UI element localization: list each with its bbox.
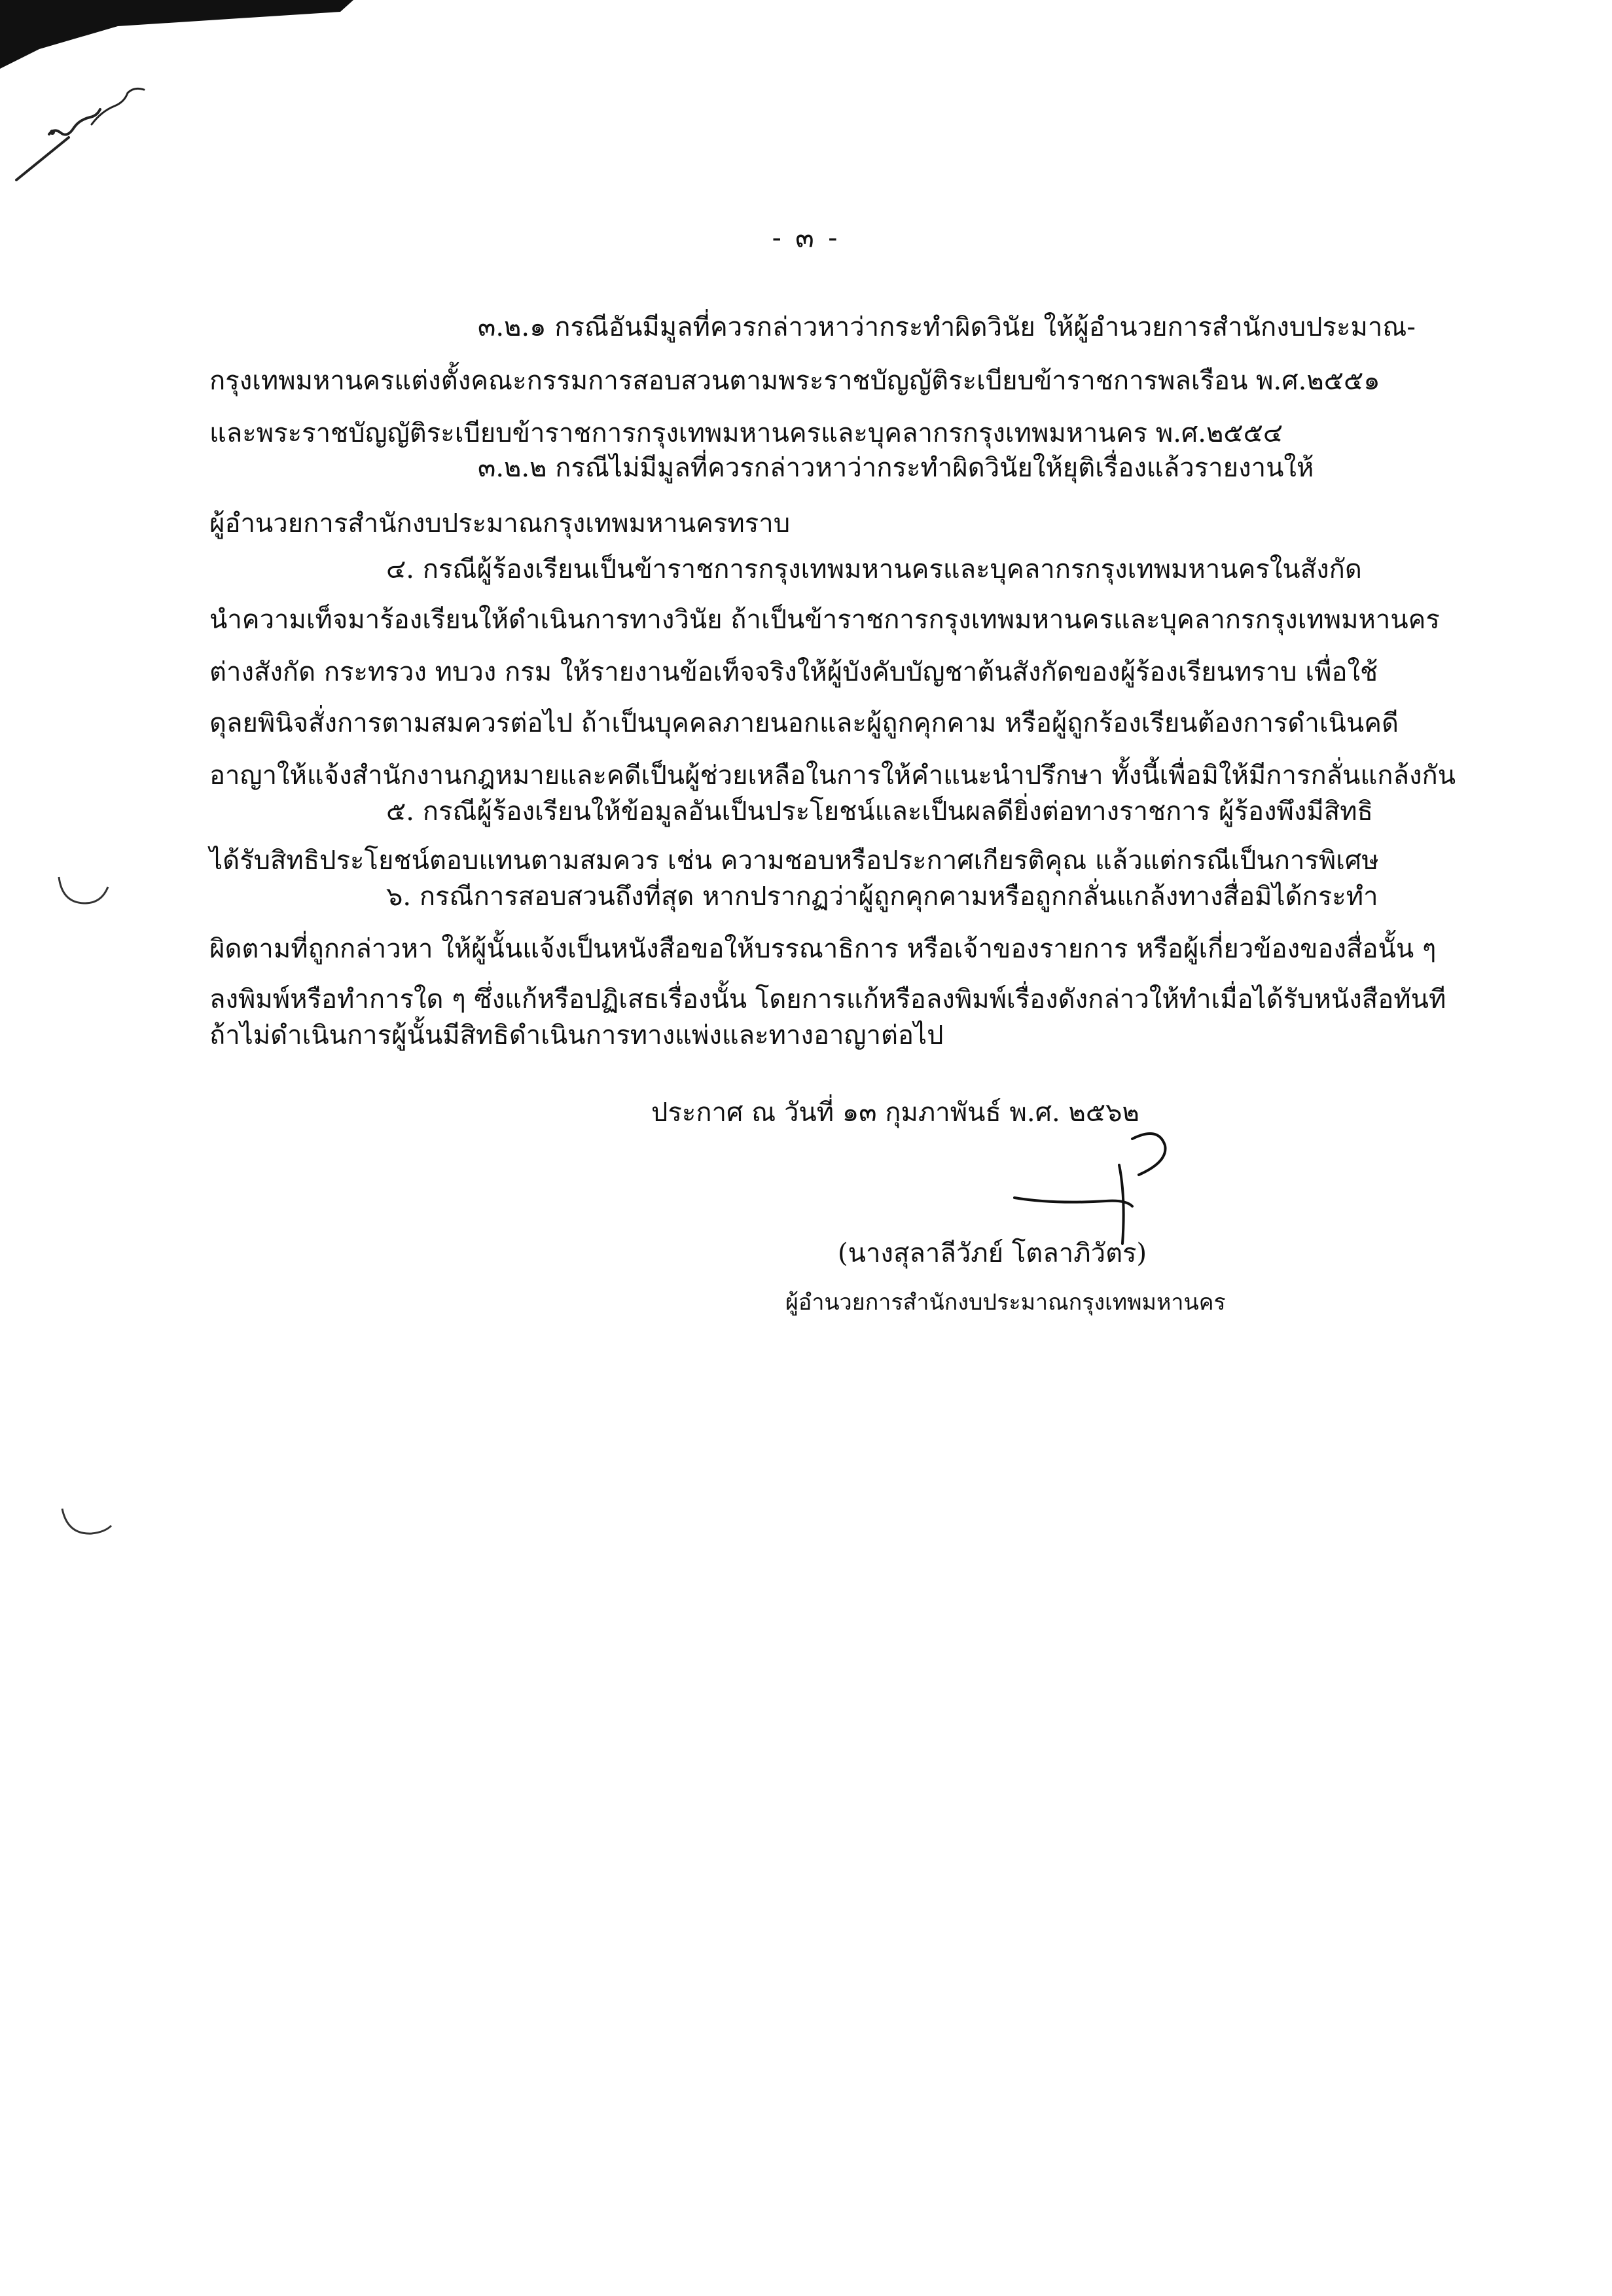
paragraph-line: ผิดตามที่ถูกกล่าวหา ให้ผู้นั้นแจ้งเป็นหนังสือขอให้บรรณาธิการ หรือเจ้าของรายการ หรือผู้เกี่ยวข้องของสื่อนั้น ๆ [209, 934, 1437, 964]
announcement-date: ประกาศ ณ วันที่ ๑๓ กุมภาพันธ์ พ.ศ. ๒๕๖๒ [651, 1098, 1139, 1128]
handwritten-mark [7, 59, 164, 190]
signatory-name: (นางสุลาลีวัภย์ โตลาภิวัตร) [838, 1238, 1147, 1268]
paragraph-line: อาญาให้แจ้งสำนักงานกฎหมายและคดีเป็นผู้ช่วยเหลือในการให้คำแนะนำปรึกษา ทั้งนี้เพื่อมิให้มีการกลั่นแกล้งกัน [209, 761, 1456, 791]
paragraph-line: กรุงเทพมหานครแต่งตั้งคณะกรรมการสอบสวนตามพระราชบัญญัติระเบียบข้าราชการพลเรือน พ.ศ.๒๕๕๑ [209, 366, 1380, 396]
page-number: - ๓ - [772, 221, 840, 253]
paragraph-line: ๕. กรณีผู้ร้องเรียนให้ข้อมูลอันเป็นประโยชน์และเป็นผลดียิ่งต่อทางราชการ ผู้ร้องพึงมีสิทธิ [386, 797, 1373, 827]
signatory-title: ผู้อำนวยการสำนักงบประมาณกรุงเทพมหานคร [785, 1289, 1226, 1316]
punch-hole-mark [56, 1499, 115, 1551]
paragraph-line: ดุลยพินิจสั่งการตามสมควรต่อไป ถ้าเป็นบุคคลภายนอกและผู้ถูกคุกคาม หรือผู้ถูกร้องเรียนต้องการดำเนินคดี [209, 708, 1399, 738]
paragraph-line: นำความเท็จมาร้องเรียนให้ดำเนินการทางวินัย ถ้าเป็นข้าราชการกรุงเทพมหานครและบุคลากรกรุงเทพมหานคร [209, 605, 1440, 635]
paragraph-line: ถ้าไม่ดำเนินการผู้นั้นมีสิทธิดำเนินการทางแพ่งและทางอาญาต่อไป [209, 1020, 944, 1050]
scan-shadow-edge [0, 0, 1612, 85]
paragraph-line: ต่างสังกัด กระทรวง ทบวง กรม ให้รายงานข้อเท็จจริงให้ผู้บังคับบัญชาต้นสังกัดของผู้ร้องเรียนทราบ เพื่อใช้ [209, 657, 1378, 687]
paragraph-line: ๔. กรณีผู้ร้องเรียนเป็นข้าราชการกรุงเทพมหานครและบุคลากรกรุงเทพมหานครในสังกัด [386, 554, 1362, 584]
paragraph-line: และพระราชบัญญัติระเบียบข้าราชการกรุงเทพมหานครและบุคลากรกรุงเทพมหานคร พ.ศ.๒๕๕๔ [209, 418, 1283, 448]
paragraph-line: ลงพิมพ์หรือทำการใด ๆ ซึ่งแก้หรือปฏิเสธเรื่องนั้น โดยการแก้หรือลงพิมพ์เรื่องดังกล่าวให้ทำเมื่อได้รับหนังสือทันที [209, 984, 1446, 1014]
paragraph-line: ได้รับสิทธิประโยชน์ตอบแทนตามสมควร เช่น ความชอบหรือประกาศเกียรติคุณ แล้วแต่กรณีเป็นการพิเศษ [209, 846, 1379, 876]
paragraph-line: ผู้อำนวยการสำนักงบประมาณกรุงเทพมหานครทราบ [209, 509, 791, 539]
paragraph-line: ๓.๒.๑ กรณีอันมีมูลที่ควรกล่าวหาว่ากระทำผิดวินัย ให้ผู้อำนวยการสำนักงบประมาณ- [478, 312, 1416, 342]
punch-hole-mark [52, 864, 111, 916]
paragraph-line: ๖. กรณีการสอบสวนถึงที่สุด หากปรากฏว่าผู้ถูกคุกคามหรือถูกกลั่นแกล้งทางสื่อมิได้กระทำ [386, 882, 1378, 912]
paragraph-line: ๓.๒.๒ กรณีไม่มีมูลที่ควรกล่าวหาว่ากระทำผิดวินัยให้ยุติเรื่องแล้วรายงานให้ [478, 453, 1314, 483]
